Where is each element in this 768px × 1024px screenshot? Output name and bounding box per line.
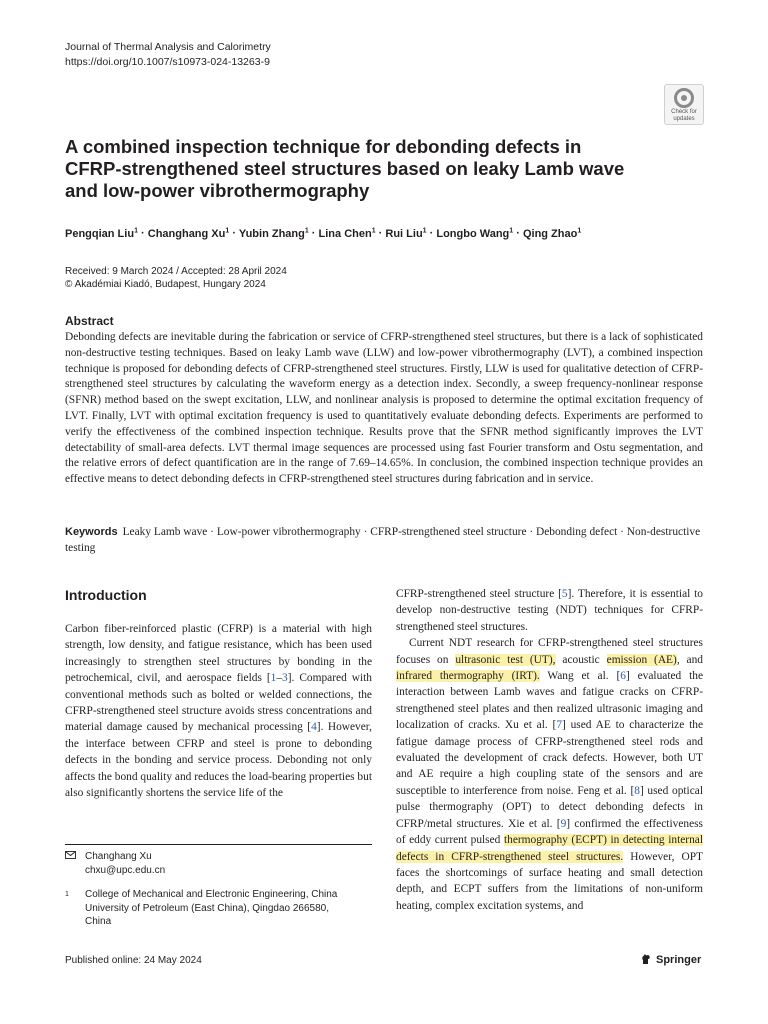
- intro-paragraph-2: Current NDT research for CFRP-strengthened steel structures focuses on ultrasonic test (UT), acoustic emission (AE), and infrared thermography (IRT). Wang et al. [6] evaluated the interaction between Lamb waves and fatigue cracks on CFRP-strengthened steel plates and then realized ultrasonic imaging and localization of cracks. Xu et al. [7] used AE to characterize the fatigue damage process of CFRP-strengthened steel rods and evaluated the development of crack defects. However, both UT and AE require a high coupling state of the sensors and are susceptible to interference from noise. Feng et al. [8] used optical pulse thermography (OPT) to detect debonding defects in CFRP/metal structures. Xie et al. [9] confirmed the effectiveness of eddy current pulsed thermography (ECPT) in detecting internal defects in CFRP-strengthened steel structures. However, OPT faces the shortcomings of surface heating and small detection depth, and ECPT suffers from the limitations of non-uniform heating, complex excitation systems, and: [396, 637, 704, 912]
- corresponding-author: [65, 850, 165, 877]
- citation-link[interactable]: 9: [560, 817, 567, 830]
- intro-left-column: [65, 621, 372, 801]
- journal-doi[interactable]: https://doi.org/10.1007/s10973-024-13263-9: [65, 56, 270, 68]
- author-affiliation-mark: 1: [134, 227, 138, 234]
- intro-paragraph-1: Carbon fiber-reinforced plastic (CFRP) is a material with high strength, low density, and fatigue resistance, which has been used increasingly to strengthen steel structures by bonding in the petrochemical, civil, and aerospace fields [1–3]. Compared with conventional methods such as bolted or welded connections, the CFRP-strengthened steel structure avoids stress concentrations and material damage caused by mechanical processing [4]. However, the interface between CFRP and steel is prone to debonding defects in the bonding and service process. Debonding not only affects the bond quality and reduces the load-bearing properties but also significantly shortens the service life of the: [65, 623, 372, 800]
- intro-right-column: [396, 586, 703, 914]
- author-affiliation-mark: 1: [577, 227, 582, 234]
- citation-link[interactable]: 7: [556, 719, 563, 732]
- keywords-label: Keywords: [65, 526, 118, 538]
- abstract-heading: Abstract: [65, 314, 114, 328]
- highlight: infrared thermography (IRT).: [396, 670, 540, 683]
- badge-text: Check for updates: [671, 109, 697, 122]
- introduction-heading: Introduction: [65, 587, 147, 603]
- affiliation-line: University of Petroleum (East China), Qingdao 266580,: [85, 902, 330, 914]
- citation-link[interactable]: 3: [282, 672, 288, 685]
- author-affiliation-mark: 1: [225, 227, 230, 234]
- author-affiliation-mark: 1: [304, 227, 309, 234]
- citation-link[interactable]: 4: [311, 721, 317, 734]
- publisher-name: Springer: [656, 954, 702, 966]
- keywords-text: Leaky Lamb wave · Low-power vibrothermography · CFRP-strengthened steel structure · Debonding defect · Non-destructive testing: [65, 526, 701, 554]
- author-name[interactable]: Changhang Xu$^1$: [147, 227, 230, 240]
- author-separator: ·: [513, 227, 523, 240]
- paper-title: A combined inspection technique for debonding defects in CFRP-strengthened steel structures based on leaky Lamb wave and low-power vibrothermography: [65, 136, 625, 201]
- received-accepted: Received: 9 March 2024 / Accepted: 28 April 2024: [65, 266, 287, 277]
- intro-paragraph-1-cont: CFRP-strengthened steel structure [5]. Therefore, it is essential to develop non-destructive testing (NDT) techniques for CFRP-strengthened steel structures.: [396, 588, 703, 633]
- springer-horse-icon: [640, 953, 652, 965]
- affiliation-line: College of Mechanical and Electronic Engineering, China: [85, 889, 338, 900]
- citation-link[interactable]: 6: [620, 670, 626, 683]
- author-name[interactable]: Lina Chen$^1$: [318, 227, 376, 240]
- author-separator: ·: [375, 227, 386, 240]
- abstract-text: Debonding defects are inevitable during the fabrication or service of CFRP-strengthened steel structures, but there is a lack of sophisticated non-destructive testing techniques. Based on leaky Lamb wave (LLW) and low-power vibrothermography (LVT), a combined inspection technique is proposed for debonding defects of CFRP-strengthened steel structures. Firstly, LLW is used for qualitative detection of CFRP-strengthened steel structures by calculating the waveform energy as a detection index. Secondly, a sweep frequency-nonlinear response (SFNR) method based on the swept excitation, LLW, and nonlinear analysis is proposed to determine the optimal excitation frequency of LVT. Finally, LVT with optimal excitation frequency is used to quantitatively evaluate debonding defects. Experiments are performed to verify the effectiveness of the combined inspection technique. Results prove that the SFNR method significantly improves the LVT detectability of small-area defects. LVT thermal image sequences are processed using fast Fourier transform and Ostu segmentation, and the relative errors of defect quantification are in the range of 7.69–14.65%. In conclusion, the combined inspection technique provides an effective means to detect debonding defects in CFRP-strengthened steel structures during fabrication and in service.: [65, 331, 703, 486]
- journal-header: [65, 40, 271, 70]
- author-separator: ·: [229, 227, 239, 240]
- article-dates: [65, 265, 287, 291]
- footnote-divider: [65, 844, 372, 845]
- author-separator: ·: [137, 227, 148, 240]
- journal-name: Journal of Thermal Analysis and Calorimetry: [65, 41, 271, 53]
- citation-link[interactable]: 5: [561, 588, 568, 600]
- copyright: © Akadémiai Kiadó, Budapest, Hungary 2024: [65, 279, 266, 290]
- citation-link[interactable]: 8: [634, 784, 640, 797]
- keywords: [65, 525, 703, 557]
- author-name[interactable]: Yubin Zhang$^1$: [238, 227, 309, 240]
- author-separator: ·: [426, 227, 437, 240]
- author-name[interactable]: Rui Liu$^1$: [385, 227, 427, 240]
- author-name[interactable]: Qing Zhao$^1$: [522, 227, 582, 240]
- envelope-icon: [65, 850, 79, 864]
- author-name[interactable]: Longbo Wang$^1$: [436, 227, 514, 240]
- check-for-updates-badge[interactable]: [664, 84, 704, 125]
- author-affiliation-mark: 1: [371, 227, 376, 234]
- check-for-updates-icon: [674, 88, 694, 108]
- highlight: ultrasonic test (UT),: [455, 653, 556, 666]
- highlight: thermography (ECPT) in detecting internal defects in CFRP-strengthened steel structures.: [396, 834, 703, 863]
- affiliation-number: 1: [65, 891, 69, 898]
- author-separator: ·: [308, 227, 319, 240]
- author-affiliation-mark: 1: [509, 227, 514, 234]
- published-online: Published online: 24 May 2024: [65, 955, 202, 966]
- author-affiliation-mark: 1: [422, 227, 427, 234]
- author-name[interactable]: Pengqian Liu$^1$: [65, 227, 138, 240]
- corresponding-name: Changhang Xu: [85, 851, 152, 862]
- citation-link[interactable]: 1: [270, 672, 277, 685]
- highlight: emission (AE): [606, 653, 677, 666]
- affiliation-line: China: [85, 916, 112, 927]
- author-list: [65, 227, 581, 240]
- affiliation: [65, 888, 375, 929]
- corresponding-email[interactable]: chxu@upc.edu.cn: [85, 864, 166, 876]
- publisher-logo: [640, 953, 701, 966]
